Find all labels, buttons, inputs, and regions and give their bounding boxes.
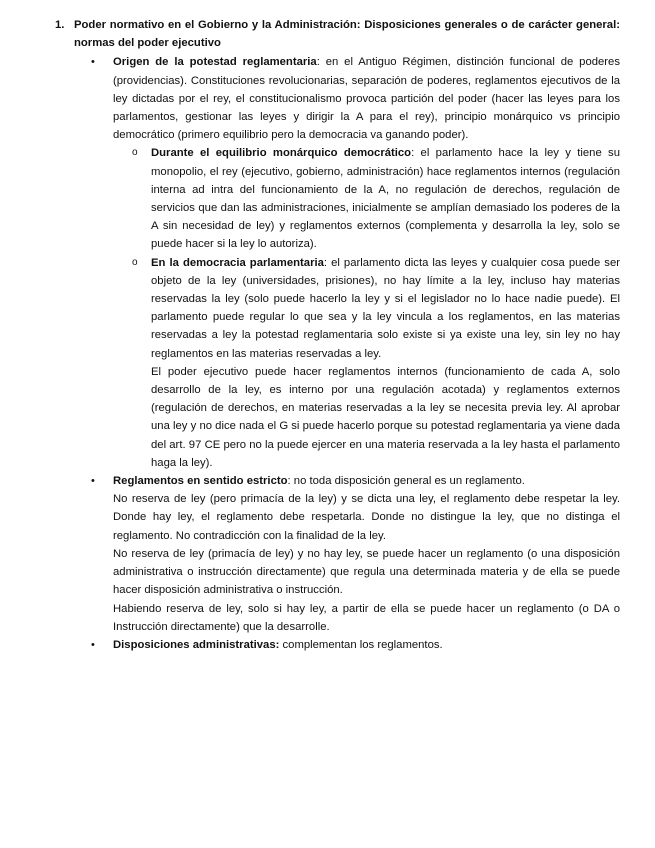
list-item [91, 472, 620, 636]
bullet-extra-paragraph: No reserva de ley (pero primacía de la ley) y se dicta una ley, el reglamento debe respetar la ley. Donde hay ley, el reglamento debe respetarla. Donde no distingue la ley, que no distinga el reglamento. No contradicción con la finalidad de la ley. [113, 493, 620, 542]
sub-heading: En la democracia parlamentaria [151, 256, 324, 269]
bullet-heading: Disposiciones administrativas: [113, 638, 280, 651]
bullet-extra-paragraph: Habiendo reserva de ley, solo si hay ley, a partir de ella se puede hacer un reglamento (o DA o Instrucción directamente) que la desarrolle. [113, 602, 620, 633]
bullet-paragraph [113, 53, 620, 144]
sub-text: : el parlamento dicta las leyes y cualquier cosa puede ser objeto de la ley (universidades, prisiones), no hay límite a la ley, incluso hay materias reservadas la ley (solo puede hacerlo la ley y si el legislador no lo hace nadie puede). El parlamento puede regular lo que sea y la ley vincula a los reglamentos, en las materias reservadas a ley la potestad reglamentaria solo existe si ya existe una ley, sin ley no hay reglamentos en las materias reservadas a ley. [151, 256, 620, 360]
bullet-text: : no toda disposición general es un reglamento. [287, 475, 525, 488]
sub-list-item [132, 254, 620, 472]
bullet-marker: • [91, 475, 95, 488]
sub-list-item [132, 144, 620, 253]
section-title: Poder normativo en el Gobierno y la Administración: Disposiciones generales o de carácter general: normas del poder ejecutivo [74, 19, 620, 50]
bullet-list [55, 53, 620, 654]
list-item [91, 53, 620, 472]
bullet-marker: • [91, 56, 95, 69]
section-number: 1. [55, 19, 65, 31]
sub-bullet-marker: o [132, 147, 138, 159]
bullet-paragraph [113, 636, 620, 654]
sub-text: : el parlamento hace la ley y tiene su monopolio, el rey (ejecutivo, gobierno, administración) hace reglamentos internos (regulación interna ad intra del funcionamiento de la A, no regulación de derechos, regulación de servicios que dan las administraciones, inicialmente se amplían demasiado los poderes de la A sin necesidad de ley) y reglamentos externos (complementa y desarrolla la ley, solo se puede hacer si la ley lo autoriza). [151, 147, 620, 251]
bullet-paragraph [113, 472, 620, 490]
bullet-heading: Origen de la potestad reglamentaria [113, 56, 317, 69]
sub-bullet-marker: o [132, 256, 138, 268]
sub-heading: Durante el equilibrio monárquico democrático [151, 147, 412, 160]
bullet-marker: • [91, 638, 95, 651]
bullet-heading: Reglamentos en sentido estricto [113, 475, 288, 488]
bullet-extra-paragraph: No reserva de ley (primacía de ley) y no hay ley, se puede hacer un reglamento (o una disposición administrativa o instrucción directamente) que regula una determinada materia y de ella se puede hacer disposición administrativa o instrucción. [113, 547, 620, 597]
section-1 [55, 16, 620, 654]
sub-extra-paragraph: El poder ejecutivo puede hacer reglamentos internos (funcionamiento de cada A, solo desarrollo de la ley, es interno por una regulación acotada) y reglamentos externos (regulación de derechos, en materias reservadas a la ley se necesita previa ley. Al aprobar una ley y no dice nada el G si puede hacerlo porque su potestad reglamentaria ya viene dada del art. 97 CE pero no la puede ejercer en una materia reservada a la ley hasta el parlamento haga la ley). [151, 365, 620, 469]
bullet-text: : en el Antiguo Régimen, distinción funcional de poderes (providencias). Constituciones revolucionarias, separación de poderes, reglamentos ejecutivos de la ley dictadas por el rey, el constitucionalismo provoca partición del poder (hacer las leyes para los parlamentos, gestionar las leyes y dirigir la A para el rey), principio monárquico vs principio democrático (primero equilibrio pero la democracia va ganando poder). [113, 56, 620, 142]
sub-paragraph [151, 144, 620, 253]
list-item [91, 636, 620, 654]
bullet-text: complementan los reglamentos. [279, 638, 443, 651]
sub-paragraph [151, 254, 620, 363]
